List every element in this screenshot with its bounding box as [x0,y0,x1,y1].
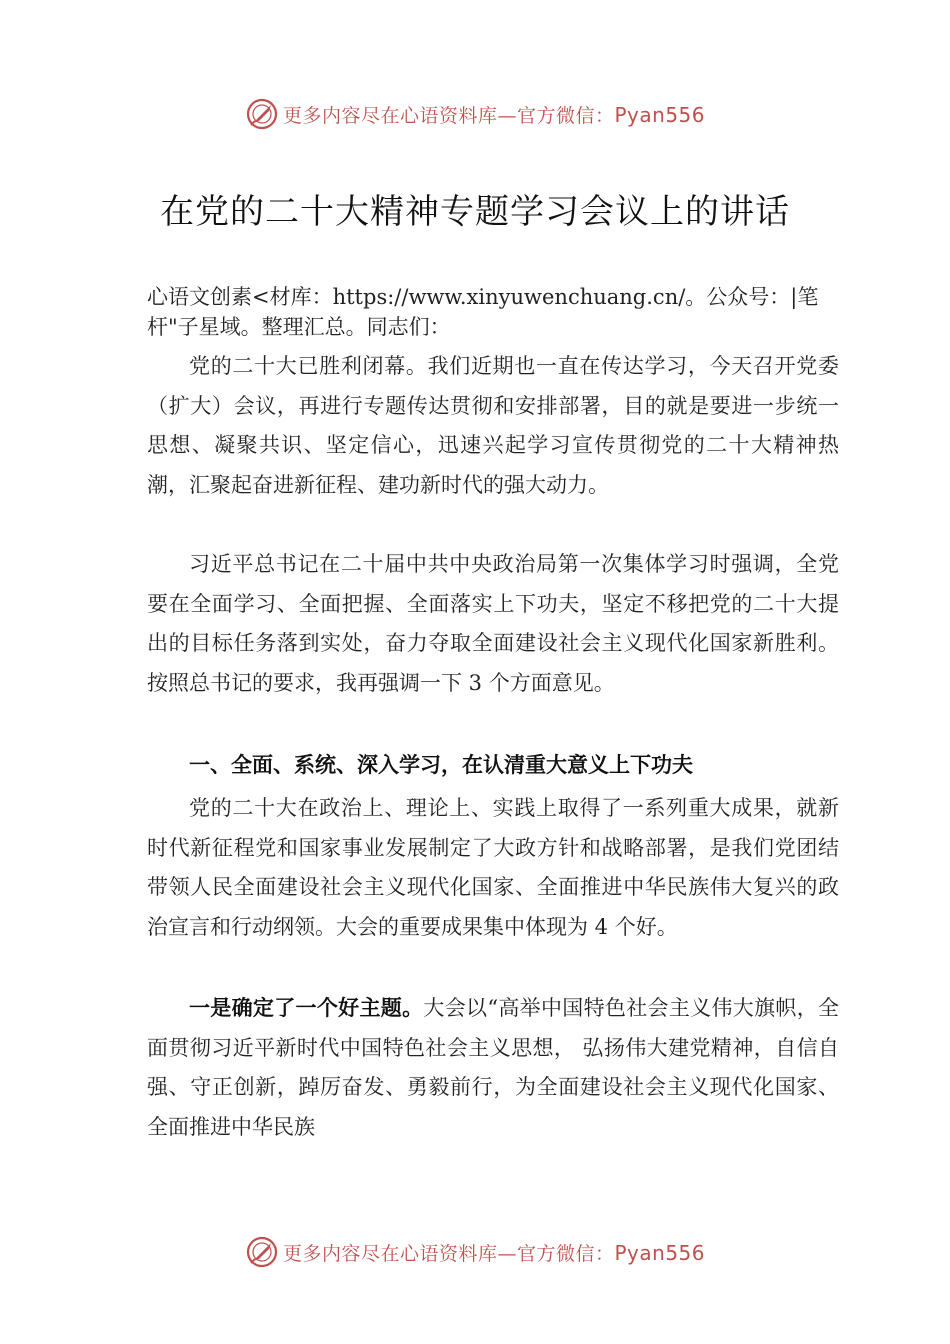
paragraph-1: 党的二十大已胜利闭幕。我们近期也一直在传达学习，今天召开党委（扩大）会议，再进行专题传达贯彻和安排部署，目的就是要进一步统一思想、凝聚共识、坚定信心，迅速兴起学习宣传贯彻党的二十大精神热潮，汇聚起奋进新征程、建功新时代的强大动力。 [147,354,839,497]
banner-text: 更多内容尽在心语资料库—官方微信： [282,104,615,127]
banner-account: Pyan556 [614,102,706,127]
footer-banner [0,1232,950,1272]
intro-line: 心语文创素<材库：https://www.xinyuwenchuang.cn/。公众号：|笔杆"子星域。整理汇总。同志们： [147,285,819,339]
banner-label [283,1239,705,1266]
quill-logo-icon [245,97,279,131]
page-title: 在党的二十大精神专题学习会议上的讲话 [160,192,790,232]
paragraph-4 [147,989,839,1147]
quill-logo-icon [245,1235,279,1269]
banner-text: 更多内容尽在心语资料库—官方微信： [282,1242,615,1265]
paragraph-2: 习近平总书记在二十届中共中央政治局第一次集体学习时强调，全党要在全面学习、全面把握、全面落实上下功夫，坚定不移把党的二十大提出的目标任务落到实处，奋力夺取全面建设社会主义现代化国家新胜利。按照总书记的要求，我再强调一下 3 个方面意见。 [147,552,839,695]
paragraph-4-text: 大会以“高举中国特色社会主义伟大旗帜，全面贯彻习近平新时代中国特色社会主义思想， 弘扬伟大建党精神，自信自强、守正创新，踔厉奋发、勇毅前行，为全面建设社会主义现代化国家、全面推进中华民族 [147,996,840,1139]
section-heading-1: 一、全面、系统、深入学习，在认清重大意义上下功夫 [189,753,693,777]
banner-account: Pyan556 [614,1240,706,1265]
paragraph-4-lead: 一是确定了一个好主题。 [189,996,424,1020]
header-banner [0,94,950,134]
banner-label [283,101,705,128]
paragraph-3: 党的二十大在政治上、理论上、实践上取得了一系列重大成果，就新时代新征程党和国家事业发展制定了大政方针和战略部署，是我们党团结带领人民全面建设社会主义现代化国家、全面推进中华民族伟大复兴的政治宣言和行动纲领。大会的重要成果集中体现为 4 个好。 [147,796,839,939]
